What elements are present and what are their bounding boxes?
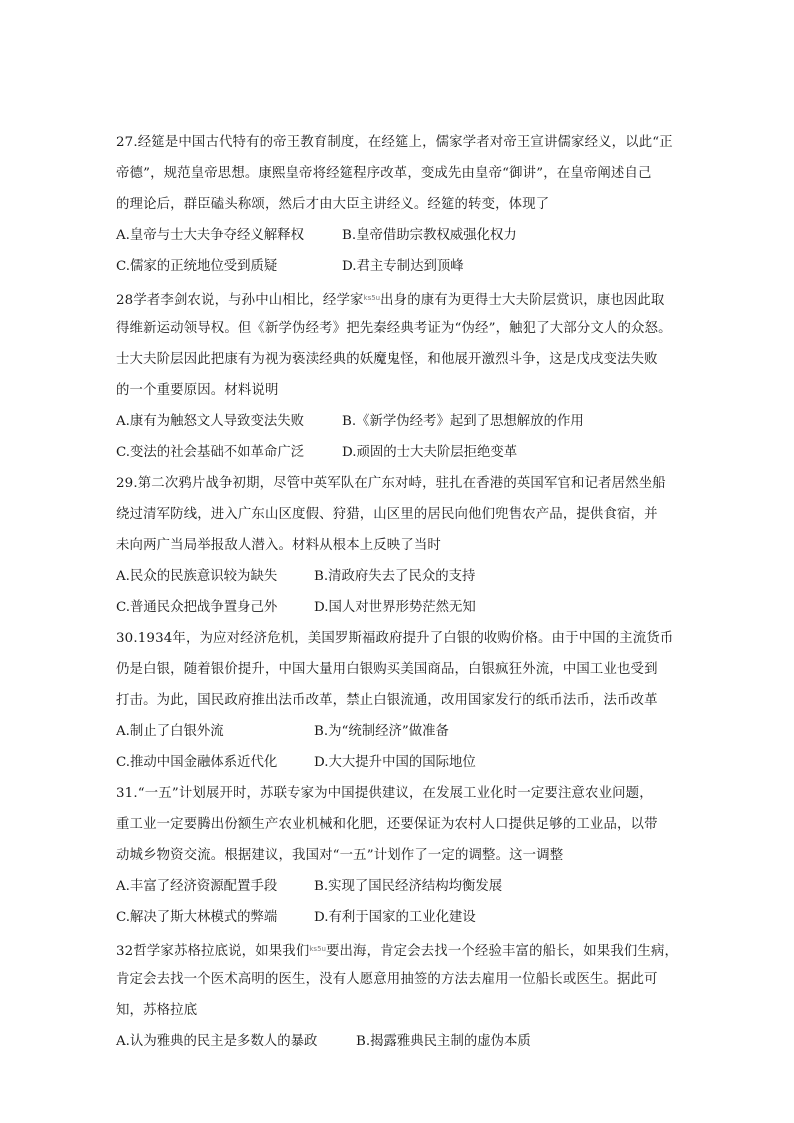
watermark-mark: ks5u: [363, 294, 381, 302]
q29-option-c: C.普通民众把战争置身己外: [116, 600, 278, 615]
q31-stem-line-1: 31.“一五”计划展开时，苏联专家为中国提供建议，在发展工业化时一定要注意农业问题，: [116, 786, 653, 801]
q27-option-c: C.儒家的正统地位受到质疑: [116, 259, 278, 274]
q30-option-a: A.制止了白银外流: [116, 724, 224, 739]
q29-option-d: D.国人对世界形势茫然无知: [314, 600, 476, 615]
q31-option-a: A.丰富了经济资源配置手段: [116, 879, 278, 894]
q32-stem-line-1: [116, 939, 696, 962]
q31-stem-line-2: 重工业一定要腾出份额生产农业机械和化肥，还要保证为农村人口提供足够的工业品，以带: [116, 817, 658, 832]
q31-option-d: D.有利于国家的工业化建设: [314, 910, 476, 925]
q28-option-d: D.顽固的士大夫阶层拒绝变革: [342, 445, 518, 460]
q32-stem-line-1-text-a: 32哲学家苏格拉底说，如果我们: [116, 944, 310, 959]
q29-stem-line-1: 29.第二次鸦片战争初期，尽管中英军队在广东对峙，驻扎在香港的英国军官和记者居然坐船: [116, 476, 666, 491]
q31-option-c: C.解决了斯大林模式的弊端: [116, 910, 278, 925]
q27-option-d: D.君主专制达到顶峰: [342, 259, 464, 274]
q28-stem-line-1-text-a: 28学者李剑农说，与孙中山相比，经学家: [116, 293, 364, 308]
q28-option-c: C.变法的社会基础不如革命广泛: [116, 445, 305, 460]
q29-stem-line-2: 绕过清军防线，进入广东山区度假、狩猎，山区里的居民向他们兜售农产品，提供食宿，并: [116, 507, 658, 522]
q32-option-b: B.揭露雅典民主制的虚伪本质: [356, 1034, 531, 1049]
q30-option-d: D.大大提升中国的国际地位: [314, 755, 476, 770]
q28-option-b: B.《新学伪经考》起到了思想解放的作用: [342, 414, 584, 429]
q28-stem-line-1-text-b: 出身的康有为更得士大夫阶层赏识，康也因此取: [380, 293, 665, 308]
q32-stem-line-1-text-b: 要出海，肯定会去找一个经验丰富的船长，如果我们生病，: [325, 944, 679, 959]
q30-stem-line-1: 30.1934年，为应对经济危机，美国罗斯福政府提升了白银的收购价格。由于中国的主流货币: [116, 631, 674, 646]
q29-option-a: A.民众的民族意识较为缺失: [116, 569, 278, 584]
watermark-mark: ks5u: [309, 945, 326, 953]
q28-stem-line-1: [116, 288, 696, 311]
q27-option-a: A.皇帝与士大夫争夺经义解释权: [116, 228, 305, 243]
q30-stem-line-2: 仍是白银，随着银价提升，中国大量用白银购买美国商品，白银疯狂外流，中国工业也受到: [116, 662, 658, 677]
q31-stem-line-3: 动城乡物资交流。根据建议，我国对“一五”计划作了一定的调整。这一调整: [116, 848, 564, 863]
q27-stem-line-1: 27.经筵是中国古代特有的帝王教育制度，在经筵上，儒家学者对帝王宣讲儒家经义，以此“正: [116, 135, 673, 150]
q29-stem-line-3: 未向两广当局举报敌人潜入。材料从根本上反映了当时: [116, 538, 441, 553]
q28-stem-line-4: 的一个重要原因。材料说明: [116, 383, 279, 398]
q29-option-b: B.清政府失去了民众的支持: [314, 569, 476, 584]
q30-option-b: B.为“统制经济”做准备: [314, 724, 449, 739]
q30-option-c: C.推动中国金融体系近代化: [116, 755, 278, 770]
q28-stem-line-2: 得维新运动领导权。但《新学伪经考》把先秦经典考证为“伪经”，触犯了大部分文人的众怒。: [116, 321, 672, 336]
q28-stem-line-3: 士大夫阶层因此把康有为视为亵渎经典的妖魔鬼怪，和他展开激烈斗争，这是戊戌变法失败: [116, 352, 658, 367]
q31-option-b: B.实现了国民经济结构均衡发展: [314, 879, 503, 894]
q27-option-b: B.皇帝借助宗教权威强化权力: [342, 228, 517, 243]
q32-option-a: A.认为雅典的民主是多数人的暴政: [116, 1034, 318, 1049]
q28-option-a: A.康有为触怒文人导致变法失败: [116, 414, 305, 429]
q27-stem-line-3: 的理论后，群臣磕头称颂，然后才由大臣主讲经义。经筵的转变，体现了: [116, 197, 550, 212]
q32-stem-line-3: 知，苏格拉底: [116, 1003, 198, 1018]
q30-stem-line-3: 打击。为此，国民政府推出法币改革，禁止白银流通，改用国家发行的纸币法币，法币改革: [116, 693, 658, 708]
q27-stem-line-2: 帝德”，规范皇帝思想。康熙皇帝将经筵程序改革，变成先由皇帝“御讲”，在皇帝阐述自己: [116, 166, 652, 181]
q32-stem-line-2: 肯定会去找一个医术高明的医生，没有人愿意用抽签的方法去雇用一位船长或医生。据此可: [116, 972, 658, 987]
